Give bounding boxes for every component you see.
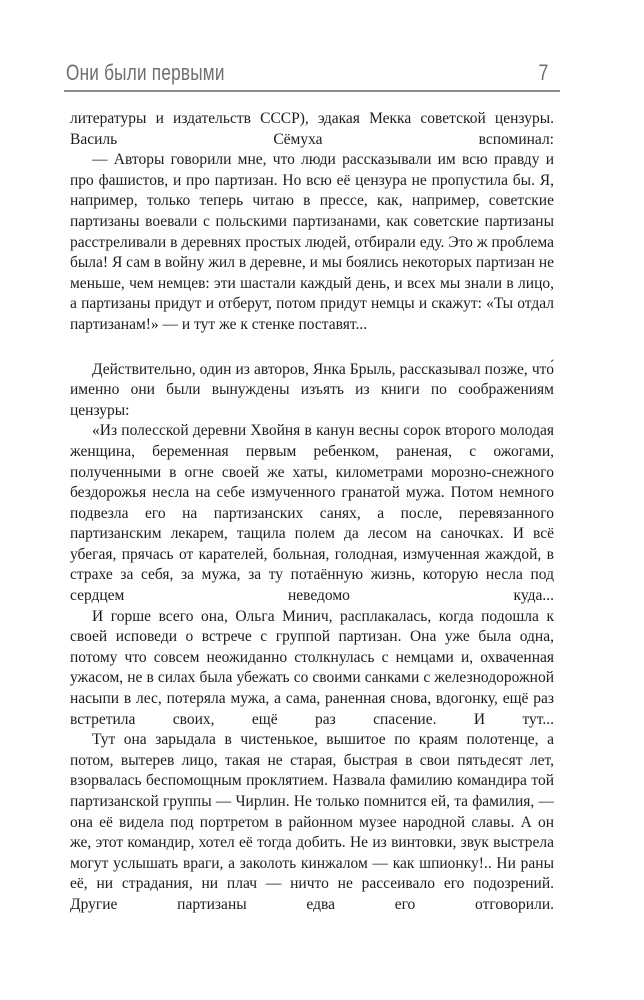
- running-title: Они были первыми: [66, 60, 225, 85]
- paragraph: литературы и издательств СССР), эдакая Мекка советской цензуры. Василь Сёмуха вспоминал:: [70, 110, 554, 148]
- body-text: [70, 109, 554, 916]
- paragraph: Тут она зарыдала в чистенькое, вышитое по краям полотенце, а потом, вытерев лицо, такая не старая, быстрая в свои пятьдесят лет, взорвалась беспомощным проклятием. Назвала фамилию командира той партизанской группы — Чирлин. Не только помнится ей, та фамилия, — она её видела под портретом в районном музее народной славы. А он же, этот командир, хотел её тогда добить. Не из винтовки, звук выстрела могут услышать враги, а заколоть кинжалом — как шпионку!.. Ни раны её, ни страдания, ни плач — ничто не рассеивало его подозрений. Другие партизаны едва его отговорили.: [70, 731, 554, 913]
- header-rule: [64, 90, 560, 92]
- page-number: 7: [538, 60, 548, 85]
- paragraph: «Из полесской деревни Хвойня в канун весны сорок второго молодая женщина, беременная первым ребенком, раненая, с ожогами, полученными в огне своей же хаты, километрами морозно-снежного бездорожья несла на себе измученного гранатой мужа. Потом немного подвезла его на партизанских санях, а после, перевязанного партизанским лекарем, тащила полем да лесом на саночках. И всё убегая, прячась от карателей, больная, голодная, измученная жаждой, в страхе за себя, за мужа, за ту потаённую жизнь, которую несла под сердцем неведомо куда...: [70, 422, 554, 605]
- paragraph: И горше всего она, Ольга Минич, расплакалась, когда подошла к своей исповеди о встрече с группой партизан. Она уже была одна, потому что совсем неожиданно столкнулась с немцами и, охваченная ужасом, не в силах была убежать со своими санками с железнодорожной насыпи в лес, потеряла мужа, а сама, раненная снова, вдогонку, ещё раз встретила своих, ещё раз спасение. И тут...: [70, 607, 554, 728]
- paragraph: Действительно, один из авторов, Янка Брыль, рассказывал позже, что́ именно они были вынуждены изъять из книги по соображениям цензуры:: [70, 360, 554, 419]
- running-head: [64, 54, 560, 94]
- paragraph: — Авторы говорили мне, что люди рассказывали им всю правду и про фашистов, и про партизан. Но всю её цензура не пропустила бы. Я, например, только теперь читаю в прессе, как, например, советские партизаны воевали с польскими партизанами, как советские партизаны расстреливали в деревнях простых людей, отбирали еду. Это ж проблема была! Я сам в войну жил в деревне, и мы боялись некоторых партизан не меньше, чем немцев: эти шастали каждый день, и всех мы знали в лицо, а партизаны придут и отберут, потом придут немцы и скажут: «Ты отдал партизанам!» — и тут же к стенке поставят...: [70, 151, 554, 333]
